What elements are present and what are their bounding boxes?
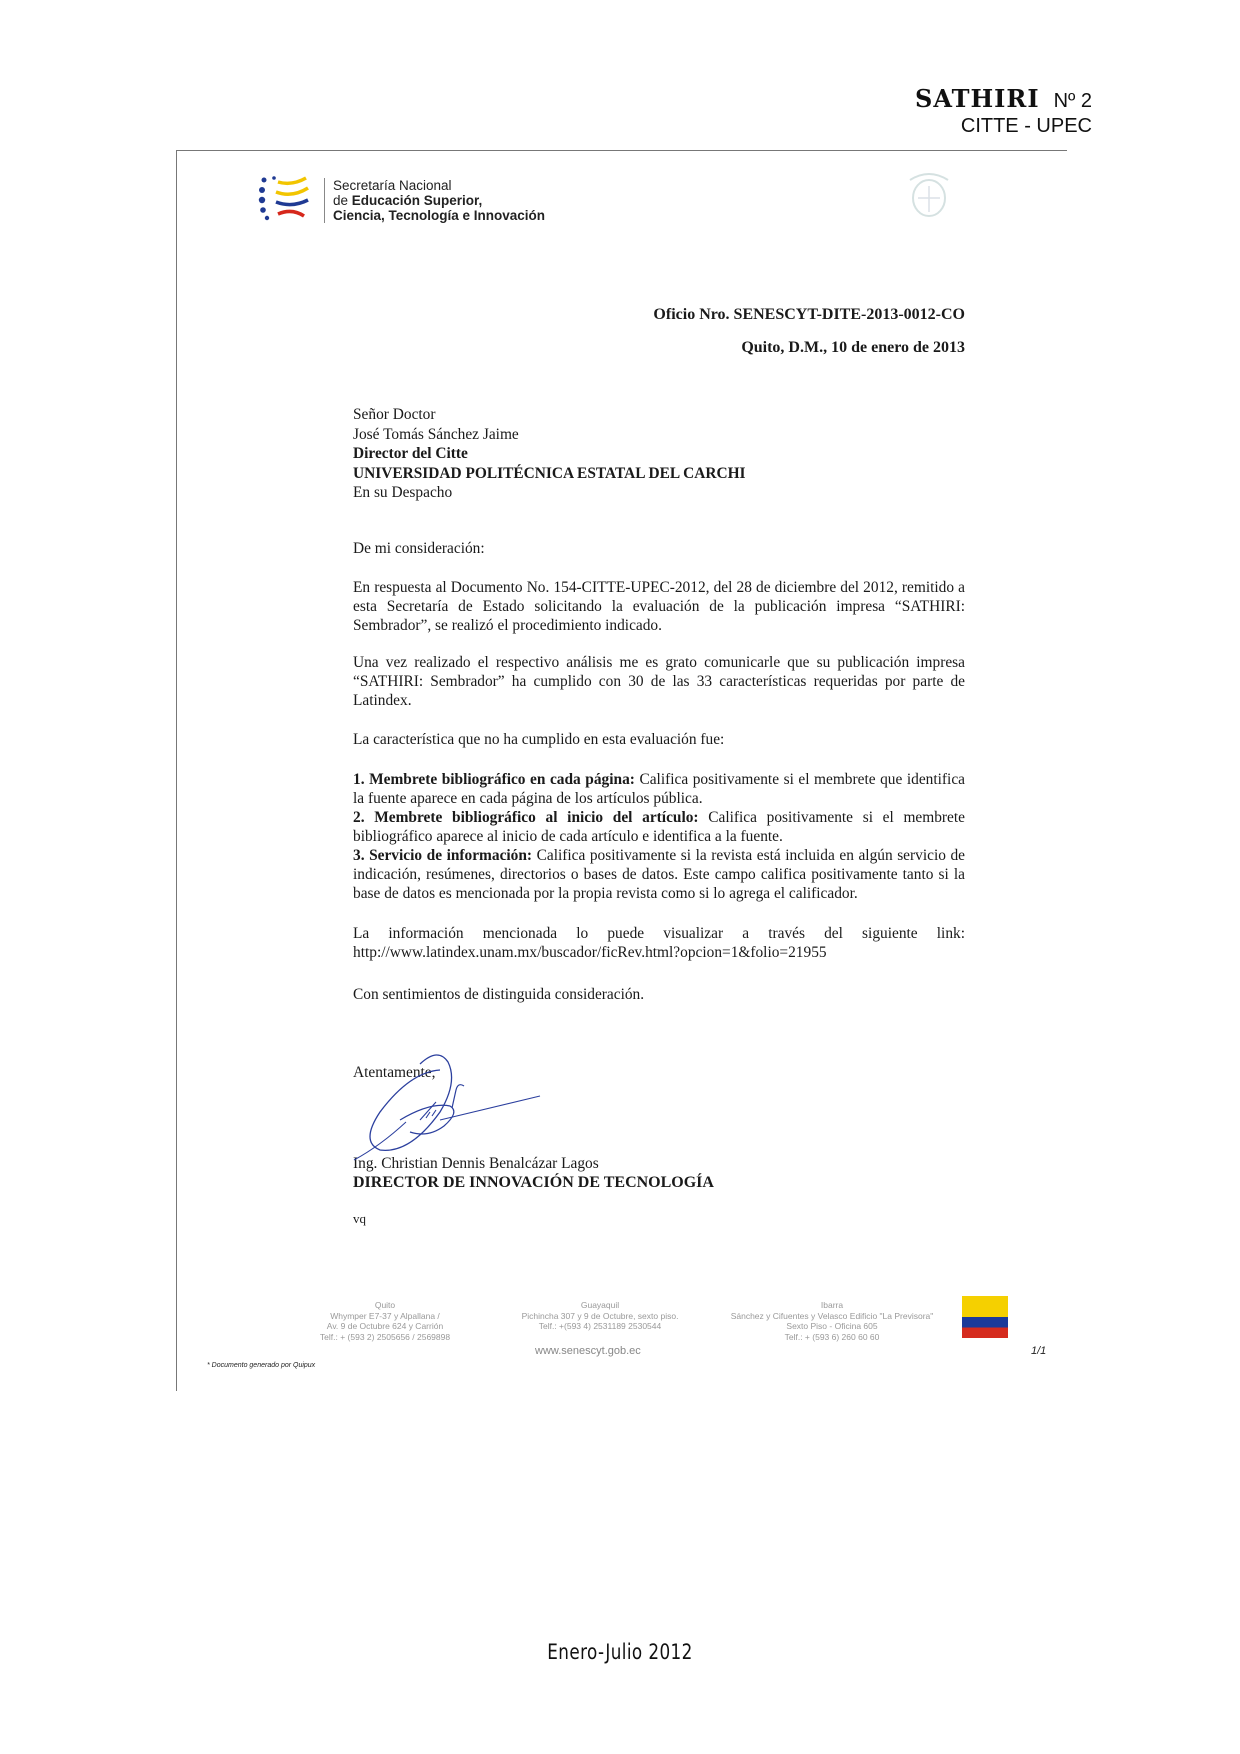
journal-issue: Nº 2: [1053, 90, 1092, 112]
letter-reference: Oficio Nro. SENESCYT-DITE-2013-0012-CO: [653, 306, 965, 323]
criteria-item-1-label: 1. Membrete bibliográfico en cada página:: [353, 771, 635, 788]
signer-name: Ing. Christian Dennis Benalcázar Lagos: [353, 1155, 599, 1172]
criteria-item-3: [353, 846, 965, 903]
footer-quito-line-2: Av. 9 de Octubre 624 y Carrión: [326, 1321, 444, 1331]
criteria-item-3-text: Califica positivamente si la revista está incluida en algún servicio de indicación, resúmenes, directorios o bases de datos. Este campo califica positivamente tanto si la base de datos es mencionada por la propia revista como si lo agrega el calificador.: [353, 847, 965, 902]
criteria-item-1-text: Califica positivamente si el membrete que identifica la fuente aparece en cada página de los artículos pública.: [353, 771, 965, 807]
footer-ibarra-line-1: Sánchez y Cifuentes y Velasco Edificio "La Previsora": [730, 1310, 934, 1321]
footer-quito-line-3: Telf.: + (593 2) 2505656 / 2569898: [319, 1331, 451, 1342]
letter-date: Quito, D.M., 10 de enero de 2013: [741, 339, 965, 356]
addressee-block: [353, 405, 746, 503]
footer-guayaquil-line-1: Pichincha 307 y 9 de Octubre, sexto piso.: [521, 1310, 679, 1321]
page-footer-date: Enero-Julio 2012: [547, 1640, 693, 1664]
link-paragraph: [353, 924, 965, 962]
paragraph-1: En respuesta al Documento No. 154-CITTE-UPEC-2012, del 28 de diciembre del 2012, remitido a esta Secretaría de Estado solicitando la evaluación de la publicación impresa “SATHIRI: Sembrador”, se realizó el procedimiento indicado.: [353, 579, 965, 634]
closing-line: Con sentimientos de distinguida consideración.: [353, 986, 645, 1003]
footer-ibarra-line-3: Telf.: + (593 6) 260 60 60: [784, 1331, 880, 1342]
criteria-item-2-text: Califica positivamente si el membrete bibliográfico aparece al inicio de cada artículo e identifica a la fuente.: [353, 809, 965, 845]
journal-header: [915, 84, 1092, 138]
addressee-line-5: En su Despacho: [353, 484, 453, 501]
footer-quito-line-1: Whymper E7-37 y Alpallana /: [330, 1310, 440, 1321]
salutation: De mi consideración:: [353, 540, 485, 557]
footer-ibarra-address: [716, 1300, 948, 1342]
criteria-item-1: [353, 770, 965, 808]
footer-ibarra-line-2: Sexto Piso - Oficina 605: [786, 1321, 878, 1331]
signer-title: DIRECTOR DE INNOVACIÓN DE TECNOLOGÍA: [353, 1174, 714, 1191]
journal-title-line: [915, 84, 1092, 113]
footer-website[interactable]: www.senescyt.gob.ec: [535, 1345, 641, 1357]
sign-off: Atentamente,: [353, 1064, 436, 1081]
footer-guayaquil-line-2: Telf.: +(593 4) 2531189 2530544: [538, 1321, 662, 1331]
addressee-line-4: UNIVERSIDAD POLITÉCNICA ESTATAL DEL CARCHI: [353, 464, 746, 482]
criteria-item-3-label: 3. Servicio de información:: [353, 847, 533, 864]
criteria-item-2-label: 2. Membrete bibliográfico al inicio del artículo:: [353, 809, 699, 826]
logo-line-2-prefix: de: [333, 192, 352, 208]
typist-initials: vq: [353, 1211, 366, 1226]
link-intro: La información mencionada lo puede visualizar a través del siguiente link:: [353, 925, 965, 942]
addressee-line-3: Director del Citte: [353, 445, 468, 462]
footer-quito-city: Quito: [374, 1300, 396, 1310]
journal-title: SATHIRI: [914, 84, 1040, 113]
logo-text: [324, 178, 545, 223]
latindex-link[interactable]: http://www.latindex.unam.mx/buscador/ficRev.html?opcion=1&folio=21955: [353, 944, 827, 961]
ecuador-flag-icon: [962, 1296, 1008, 1338]
handwritten-signature: [340, 1042, 550, 1162]
logo-line-1: Secretaría Nacional: [333, 177, 452, 193]
journal-organization: CITTE - UPEC: [960, 115, 1092, 137]
senescyt-logo-icon: [258, 172, 318, 228]
footer-ibarra-city: Ibarra: [820, 1300, 844, 1310]
footer-quito-address: [300, 1300, 470, 1342]
criteria-item-2: [353, 808, 965, 846]
addressee-line-2: José Tomás Sánchez Jaime: [353, 425, 519, 443]
coat-of-arms-seal-icon: [900, 168, 958, 222]
senescyt-logo: [258, 172, 545, 228]
criteria-list: [353, 770, 965, 903]
paragraph-3: La característica que no ha cumplido en esta evaluación fue:: [353, 731, 725, 748]
footer-guayaquil-address: [515, 1300, 685, 1332]
paragraph-2: Una vez realizado el respectivo análisis me es grato comunicarle que su publicación impresa “SATHIRI: Sembrador” ha cumplido con 30 de las 33 características requeridas por parte de Latindex.: [353, 654, 965, 709]
footer-guayaquil-city: Guayaquil: [580, 1300, 620, 1310]
quipux-note: * Documento generado por Quipux: [207, 1362, 316, 1369]
logo-line-3: Ciencia, Tecnología e Innovación: [333, 207, 546, 223]
addressee-line-1: Señor Doctor: [353, 406, 436, 423]
logo-line-2-bold: Educación Superior,: [351, 192, 483, 208]
logo-line-2: [333, 193, 545, 208]
letter-page-count: 1/1: [1031, 1345, 1047, 1357]
